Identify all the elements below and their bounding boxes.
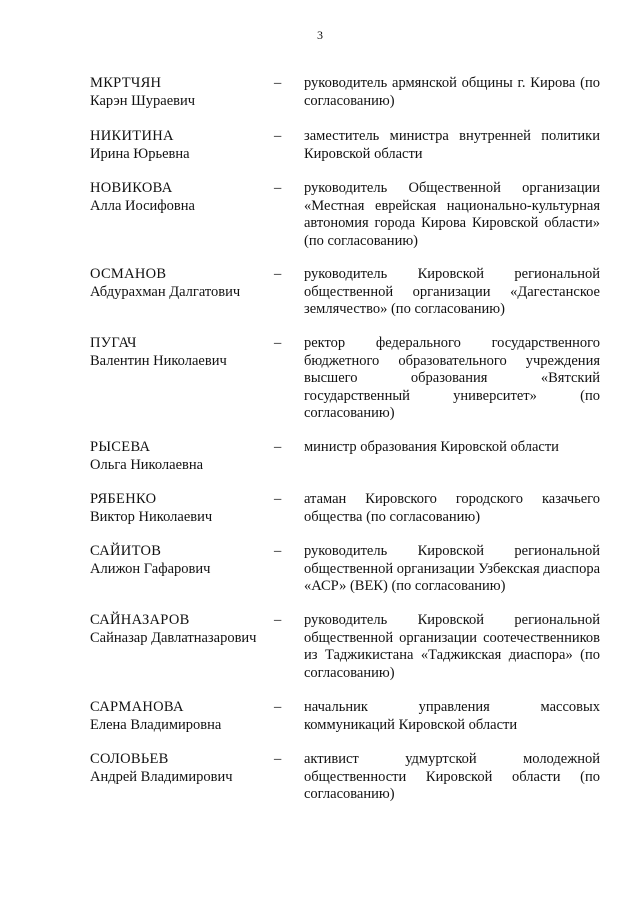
member-surname: СОЛОВЬЕВ [90, 751, 169, 767]
member-separator: – [274, 75, 282, 91]
member-given-names: Валентин Николаевич [90, 352, 227, 369]
member-role: заместитель министра внутренней политики Кировской области [304, 128, 600, 162]
member-name [90, 699, 270, 734]
member-surname: САЙИТОВ [90, 543, 162, 559]
member-separator: – [274, 543, 282, 559]
member-role: активист удмуртской молодежной общественности Кировской области (по согласованию) [304, 751, 600, 802]
member-separator: – [274, 612, 282, 628]
member-separator: – [274, 266, 282, 282]
member-given-names: Андрей Владимирович [90, 768, 233, 785]
member-separator: – [274, 180, 282, 196]
member-surname: ПУГАЧ [90, 335, 137, 351]
member-surname: САРМАНОВА [90, 699, 184, 715]
member-given-names: Елена Владимировна [90, 716, 222, 733]
member-name [90, 180, 270, 215]
member-name [90, 75, 270, 110]
member-name [90, 439, 270, 474]
member-name [90, 543, 270, 578]
member-role: начальник управления массовых коммуникаций Кировской области [304, 699, 600, 733]
member-given-names: Алла Иосифовна [90, 197, 195, 214]
member-separator: – [274, 699, 282, 715]
member-name [90, 266, 270, 301]
member-separator: – [274, 491, 282, 507]
member-separator: – [274, 335, 282, 351]
member-surname: САЙНАЗАРОВ [90, 612, 190, 628]
member-role: руководитель армянской общины г. Кирова (по согласованию) [304, 75, 600, 109]
member-role: министр образования Кировской области [304, 439, 559, 455]
member-given-names: Алижон Гафарович [90, 560, 211, 577]
member-separator: – [274, 439, 282, 455]
member-surname: МКРТЧЯН [90, 75, 162, 91]
member-role: атаман Кировского городского казачьего общества (по согласованию) [304, 491, 600, 525]
member-role: руководитель Общественной организации «Местная еврейская национально-культурная автономия города Кирова Кировской области» (по согласованию) [304, 180, 600, 249]
member-separator: – [274, 128, 282, 144]
member-given-names: Сайназар Давлатназарович [90, 629, 257, 646]
member-given-names: Ирина Юрьевна [90, 145, 190, 162]
member-separator: – [274, 751, 282, 767]
member-surname: РЫСЕВА [90, 439, 151, 455]
member-name [90, 491, 270, 526]
member-given-names: Ольга Николаевна [90, 456, 204, 473]
member-role: руководитель Кировской региональной общественной организации соотечественников из Таджикистана «Таджикская диаспора» (по согласованию) [304, 612, 600, 681]
member-surname: НИКИТИНА [90, 128, 174, 144]
member-name [90, 335, 270, 370]
member-name [90, 128, 270, 163]
member-role: руководитель Кировской региональной общественной организации Узбекская диаспора «АСР» (ВЕК) (по согласованию) [304, 543, 600, 594]
member-given-names: Абдурахман Далгатович [90, 283, 241, 300]
member-surname: ОСМАНОВ [90, 266, 167, 282]
page-number: 3 [317, 28, 323, 42]
member-surname: РЯБЕНКО [90, 491, 157, 507]
member-name [90, 751, 270, 786]
member-name [90, 612, 270, 647]
member-role: ректор федерального государственного бюджетного образовательного учреждения высшего образования «Вятский государственный университет» (по согласованию) [304, 335, 600, 421]
member-given-names: Карэн Шураевич [90, 92, 196, 109]
member-given-names: Виктор Николаевич [90, 508, 213, 525]
member-role: руководитель Кировской региональной общественной организации «Дагестанское землячество» (по согласованию) [304, 266, 600, 317]
member-surname: НОВИКОВА [90, 180, 173, 196]
